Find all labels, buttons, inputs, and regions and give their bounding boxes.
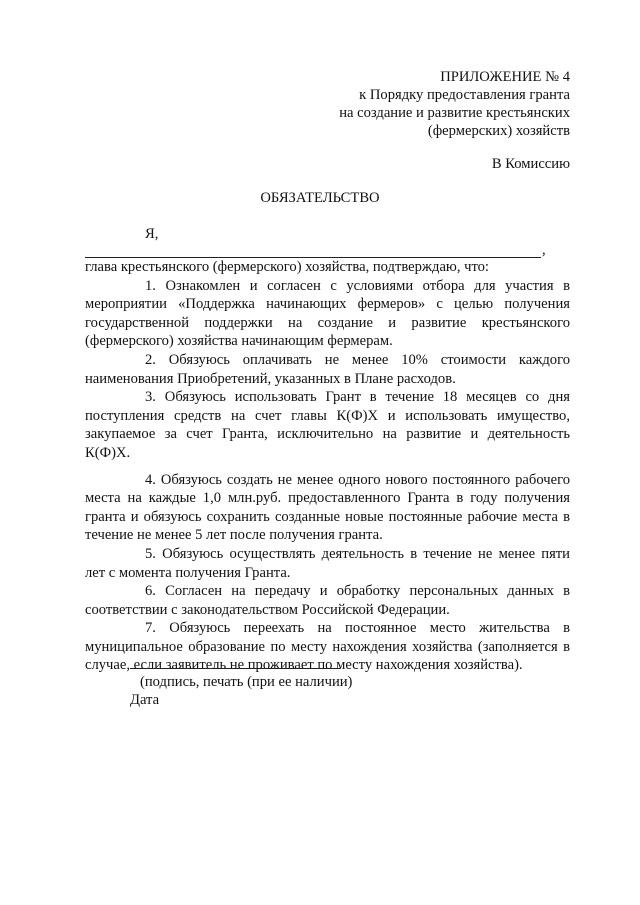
date-label: Дата bbox=[130, 692, 160, 708]
intro-ya: Я, bbox=[145, 226, 159, 242]
intro-role: глава крестьянского (фермерского) хозяйства, подтверждаю, что: bbox=[85, 259, 489, 275]
item-7: 7. Обязуюсь переехать на постоянное место жительства в муниципальное образование по месту нахождения хозяйства (заполняется в случае, если заявитель не проживает по месту нахождения хозяйства). bbox=[85, 620, 570, 674]
appendix-line-3: на создание и развитие крестьянских bbox=[339, 105, 570, 121]
addressee: В Комиссию bbox=[491, 156, 570, 172]
signature-caption: (подпись, печать (при ее наличии) bbox=[140, 674, 353, 690]
document-body bbox=[85, 258, 570, 675]
appendix-line-4: (фермерских) хозяйств bbox=[427, 123, 570, 139]
appendix-number: ПРИЛОЖЕНИЕ № 4 bbox=[440, 69, 570, 85]
item-2: 2. Обязуюсь оплачивать не менее 10% стоимости каждого наименования Приобретений, указанных в Плане расходов. bbox=[85, 351, 570, 387]
name-blank-comma: , bbox=[542, 242, 546, 258]
item-1: 1. Ознакомлен и согласен с условиями отбора для участия в мероприятии «Поддержка начинающих фермеров» с целью получения государственной поддержки на создание и развитие крестьянского (фермерского) хозяйства начинающим фермерам. bbox=[85, 277, 570, 350]
item-3: 3. Обязуюсь использовать Грант в течение 18 месяцев со дня поступления средств на счет главы К(Ф)Х и использовать имущество, закупаемое за счет Гранта, исключительно на развитие и деятельность К(Ф)Х. bbox=[85, 389, 570, 461]
signature-line bbox=[130, 668, 340, 669]
item-5: 5. Обязуюсь осуществлять деятельность в течение не менее пяти лет с момента получения Гранта. bbox=[85, 545, 570, 581]
appendix-line-2: к Порядку предоставления гранта bbox=[359, 87, 570, 103]
item-4: 4. Обязуюсь создать не менее одного нового постоянного рабочего места на каждые 1,0 млн.руб. предоставленного Гранта в году получения гранта и обязуюсь сохранить созданные новые постоянные рабочие места в течение не менее 5 лет после получения гранта. bbox=[85, 471, 570, 544]
item-6: 6. Согласен на передачу и обработку персональных данных в соответствии с законодательством Российской Федерации. bbox=[85, 583, 570, 618]
document-title: ОБЯЗАТЕЛЬСТВО bbox=[260, 190, 380, 206]
